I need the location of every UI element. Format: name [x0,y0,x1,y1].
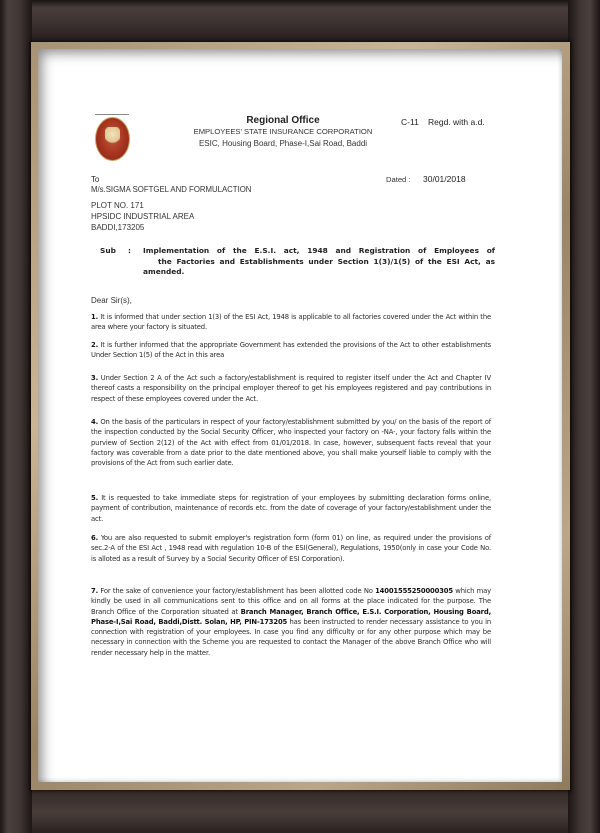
paragraph-number: 1. [91,313,99,321]
employer-code: 14001555250000305 [375,587,453,595]
paragraph-4 [91,417,491,468]
office-title: Regional Office [246,115,320,126]
paragraph-text: which may kindly be used in all communications sent to this office and on all forms at the place indicated for the purpose. The Branch Office of the Corporation situated at [91,587,492,616]
logo-rule [95,114,129,115]
subject-line: Implementation of the E.S.I. act, 1948 and Registration of Employees of [143,246,495,255]
to-label: To [91,175,100,184]
paragraph-number: 5. [91,494,99,502]
dated-value: 30/01/2018 [423,174,466,184]
recipient-name: M/s.SIGMA SOFTGEL AND FORMULACTION [91,185,252,194]
organization-name: EMPLOYEES' STATE INSURANCE CORPORATION [193,127,373,136]
paragraph-3 [91,373,491,404]
paragraph-text: It is informed that under section 1(3) of the ESI Act, 1948 is applicable to all factories covered under the Act within the area where your factory is situated. [91,313,492,332]
paragraph-text: On the basis of the particulars in respect of your factory/establishment submitted by you/ on the basis of the report of the inspection conducted by the Social Security Officer, who inspected your factory on -NA-, your factory falls within the purview of Section 2(12) of the Act with effect from 01/01/2018. In case, however, subsequent facts reveal that your factory was coverable from a date prior to the date mentioned above, you shall make yourself liable to comply with the provisions of the Act from such earlier date. [91,418,492,468]
paragraph-7 [91,586,491,658]
salutation: Dear Sir(s), [91,296,132,305]
emblem-lamp-icon [105,127,120,145]
paragraph-number: 3. [91,374,99,382]
subject-line: amended. [143,267,185,276]
dated-label: Dated : [386,175,411,184]
branch-office-address: Branch Manager, Branch Office, E.S.I. Corporation, Housing Board, Phase-I,Sai Road, Baddi,Distt. Solan, HP, PIN-173205 [91,607,491,626]
picture-frame-left [0,0,32,833]
paragraph-text: Under Section 2 A of the Act such a factory/establishment is required to register itself under the Act and Chapter IV thereof casts a responsibility on the principal employer thereof to get his employees registered and pay contributions in respect of these employees covered under the Act. [91,374,492,403]
paragraph-text: has been instructed to render necessary assistance to you in connection with registration of your employees. In case you find any difficulty or for any other purpose which may be necessary in connection with the Scheme you are requested to contact the Manager of the above Branch Office who will render necessary help in the matter. [91,617,491,657]
subject-label: Sub [100,246,116,255]
dispatch-mode: Regd. with a.d. [428,117,485,127]
picture-frame-right [568,0,600,833]
paragraph-text: It is further informed that the appropriate Government has extended the provisions of the Act to other establishments Under Section 1(5) of the Act in this area [91,341,491,360]
subject-line: the Factories and Establishments under Section 1(3)/1(5) of the ESI Act, as [158,256,495,266]
recipient-address-line: PLOT NO. 171 [91,201,144,210]
paragraph-number: 4. [91,418,99,426]
paragraph-5 [91,493,491,524]
paragraph-text: For the sake of convenience your factory/establishment has been allotted code No [100,587,373,595]
esic-emblem-icon [95,117,130,161]
paragraph-text: You are also requested to submit employer's registration form (form 01) on line, as required under the provisions of sec.2-A of the ESI Act , 1948 read with regulation 10-B of the ESI(General), Regulations, 1950(only in case your Code No. is alloted as a result of Survey by a Social Security Officer of ESI Corporation). [91,534,491,563]
paragraph-number: 2. [91,341,99,349]
recipient-address-line: BADDI,173205 [91,223,145,232]
paragraph-number: 7. [91,587,99,595]
subject-colon: : [128,246,131,255]
paragraph-number: 6. [91,534,99,542]
paragraph-6 [91,533,491,564]
paragraph-1 [91,312,491,333]
form-code: C-11 [401,117,419,127]
letter-paper [38,49,562,782]
letter-document [38,49,562,782]
paragraph-text: It is requested to take immediate steps for registration of your employees by submitting declaration forms online, payment of contribution, maintenance of records etc. from the date of coverage of your factory/establishment under the act. [91,494,491,523]
office-address: ESIC, Housing Board, Phase-I,Sai Road, Baddi [198,139,368,148]
paragraph-2 [91,340,491,361]
recipient-address-line: HPSIDC INDUSTRIAL AREA [91,212,195,221]
